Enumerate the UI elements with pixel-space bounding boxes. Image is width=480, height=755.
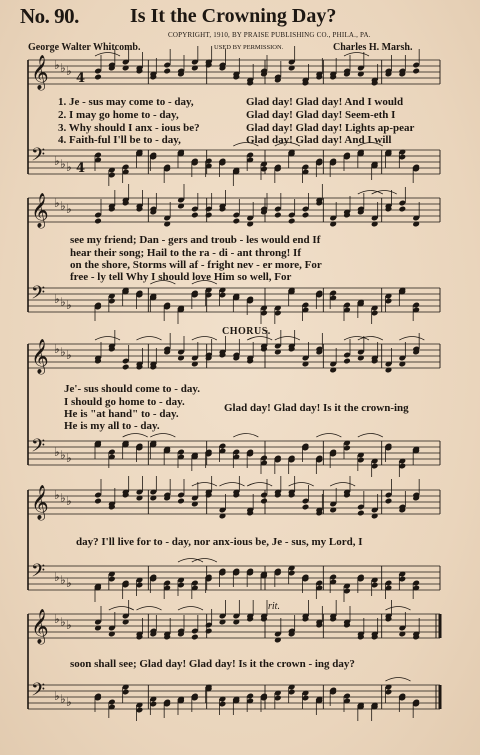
time-signature: 4 [76, 71, 86, 86]
system4-line: day? I'll live for to - day, nor anx-ious be, Je - sus, my Lord, I [76, 536, 363, 548]
slur [123, 434, 148, 438]
slur [399, 337, 424, 341]
slur [95, 53, 120, 57]
flat-icon: ♭ [54, 292, 60, 306]
system2-line-3: on the shore, Storms will af - fright nev - er more, For [70, 259, 322, 271]
flat-icon: ♭ [54, 445, 60, 459]
flat-icon: ♭ [54, 488, 60, 502]
flat-icon: ♭ [60, 199, 66, 213]
note-head [205, 628, 213, 635]
system3-line-1: Je'- sus should come to - day. [64, 383, 200, 395]
slur [109, 607, 134, 611]
bass-clef-icon: 𝄢 [31, 283, 46, 308]
slur [386, 607, 411, 611]
note-head [343, 358, 351, 365]
treble-clef-icon: 𝄞 [31, 193, 49, 228]
bass-clef-icon: 𝄢 [31, 436, 46, 461]
flat-icon: ♭ [66, 160, 72, 174]
system5-line: soon shall see; Glad day! Glad day! Is it the crown - ing day? [70, 658, 355, 670]
slur [247, 483, 272, 487]
chorus-marking: CHORUS. [222, 326, 271, 337]
flat-icon: ♭ [60, 692, 66, 706]
note-head [260, 498, 268, 505]
hymn-number: No. 90. [20, 4, 79, 28]
flat-icon: ♭ [60, 448, 66, 462]
slur [192, 483, 217, 487]
flat-icon: ♭ [66, 618, 72, 632]
bass-clef-icon: 𝄢 [31, 145, 46, 170]
bass-clef-icon: 𝄢 [31, 561, 46, 586]
note-head [412, 68, 420, 75]
slur [386, 678, 411, 682]
slur [192, 337, 217, 341]
flat-icon: ♭ [60, 61, 66, 75]
verse-line-2: 2. I may go home to - day, [58, 109, 179, 121]
flat-icon: ♭ [60, 573, 66, 587]
verse-line-4: 4. Faith-ful I'll be to - day, [58, 134, 181, 146]
note-head [191, 212, 199, 219]
flat-icon: ♭ [66, 494, 72, 508]
bass-clef-icon: 𝄢 [31, 680, 46, 705]
flat-icon: ♭ [54, 570, 60, 584]
system3-line-3: He is "at hand" to - day. [64, 408, 179, 420]
flat-icon: ♭ [60, 345, 66, 359]
flat-icon: ♭ [66, 64, 72, 78]
note-head [274, 212, 282, 219]
flat-icon: ♭ [54, 58, 60, 72]
slur [233, 434, 258, 438]
slur [137, 337, 162, 341]
slur [289, 483, 314, 487]
note-head [205, 212, 213, 219]
note-head [94, 74, 102, 81]
flat-icon: ♭ [54, 689, 60, 703]
flat-icon: ♭ [66, 451, 72, 465]
treble-clef-icon: 𝄞 [31, 339, 49, 374]
note-head [94, 498, 102, 505]
flat-icon: ♭ [66, 576, 72, 590]
hymn-title: Is It the Crowning Day? [130, 5, 337, 27]
flat-icon: ♭ [54, 154, 60, 168]
slur [330, 483, 355, 487]
slur [95, 337, 120, 341]
lyricist-credit: George Walter Whitcomb. [28, 42, 141, 53]
slur [275, 337, 300, 341]
slur [247, 337, 272, 341]
flat-icon: ♭ [66, 695, 72, 709]
note-head [302, 504, 310, 511]
note-head [302, 212, 310, 219]
flat-icon: ♭ [54, 342, 60, 356]
flat-icon: ♭ [60, 491, 66, 505]
slur [358, 434, 383, 438]
note-head [288, 218, 296, 225]
note-head [163, 68, 171, 75]
refrain-line-2: Glad day! Glad day! Seem-eth I [246, 109, 396, 121]
slur [178, 607, 203, 611]
composer-credit: Charles H. Marsh. [333, 42, 413, 53]
verse-line-1: 1. Je - sus may come to - day, [58, 96, 194, 108]
flat-icon: ♭ [60, 295, 66, 309]
refrain-line-1: Glad day! Glad day! And I would [246, 96, 404, 108]
ritardando-marking: rit. [268, 601, 280, 612]
note-head [233, 218, 241, 225]
flat-icon: ♭ [60, 157, 66, 171]
permission-notice: USED BY PERMISSION. [214, 44, 284, 51]
system3-line-2: I should go home to - day. [64, 396, 185, 408]
time-signature: 4 [76, 161, 86, 176]
refrain-line-3: Glad day! Glad day! Lights ap-pear [246, 122, 415, 134]
system3-line-4: He is my all to - day. [64, 420, 160, 432]
slur [220, 483, 245, 487]
system2-line-2: hear their song; Hail to the ra - di - ant throng! If [70, 247, 301, 259]
treble-clef-icon: 𝄞 [31, 55, 49, 90]
slur [316, 434, 341, 438]
flat-icon: ♭ [54, 612, 60, 626]
flat-icon: ♭ [54, 196, 60, 210]
note-head [357, 510, 365, 517]
note-head [177, 498, 185, 505]
note-head [399, 206, 407, 213]
note-head [94, 218, 102, 225]
slur [137, 607, 162, 611]
refrain-line-4: Glad day! Glad day! And I will [246, 134, 392, 146]
system2-line-1: see my friend; Dan - gers and troub - les would end If [70, 234, 321, 246]
copyright-notice: COPYRIGHT, 1910, BY PRAISE PUBLISHING CO., PHILA., PA. [168, 31, 371, 39]
note-head [122, 364, 130, 371]
slur [150, 434, 175, 438]
flat-icon: ♭ [66, 202, 72, 216]
flat-icon: ♭ [66, 298, 72, 312]
slur [344, 53, 369, 57]
treble-clef-icon: 𝄞 [31, 485, 49, 520]
note-head [385, 498, 393, 505]
verse-line-3: 3. Why should I anx - ious be? [58, 122, 200, 134]
treble-clef-icon: 𝄞 [31, 609, 49, 644]
system3-refrain: Glad day! Glad day! Is it the crown-ing [224, 402, 409, 414]
flat-icon: ♭ [60, 615, 66, 629]
flat-icon: ♭ [66, 348, 72, 362]
system2-line-4: free - ly tell Why I should love Him so well, For [70, 271, 292, 283]
note-head [191, 634, 199, 641]
